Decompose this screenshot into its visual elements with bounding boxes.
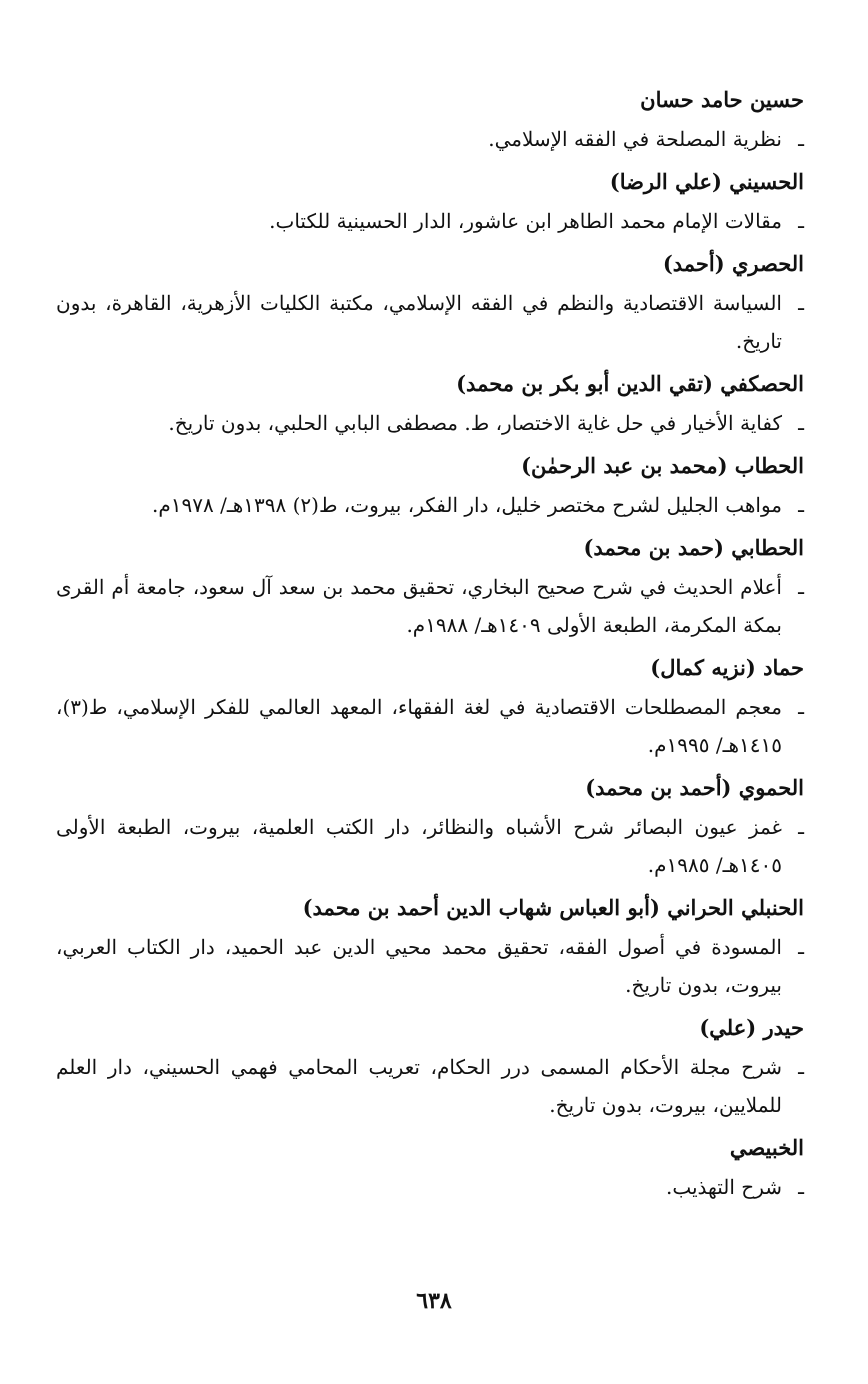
author-name: الحصكفي (تقي الدين أبو بكر بن محمد) xyxy=(456,371,804,396)
list-dash: ـ xyxy=(798,935,804,959)
work-text: شرح التهذيب. xyxy=(665,1175,782,1199)
list-dash: ـ xyxy=(798,695,805,719)
author-name: حماد (نزيه كمال) xyxy=(650,655,804,680)
author-name: الحنبلي الحراني (أبو العباس شهاب الدين أحمد بن محمد) xyxy=(302,895,804,920)
work-citation xyxy=(56,404,804,442)
list-dash: ـ xyxy=(798,1055,804,1079)
bibliography-entry xyxy=(56,648,804,764)
list-dash: ـ xyxy=(798,209,804,233)
author-name: حيدر (علي) xyxy=(699,1015,804,1040)
page-number: ٦٣٨ xyxy=(416,1288,452,1314)
author-name: الحطابي (حمد بن محمد) xyxy=(583,535,804,560)
work-citation xyxy=(56,928,804,1004)
bibliography-entry xyxy=(56,244,804,360)
work-citation xyxy=(56,486,804,524)
bibliography-entry xyxy=(56,528,804,644)
work-citation xyxy=(56,568,804,644)
list-dash: ـ xyxy=(798,493,804,517)
list-dash: ـ xyxy=(798,127,804,151)
work-text: مقالات الإمام محمد الطاهر ابن عاشور، الدار الحسينية للكتاب. xyxy=(269,209,782,233)
list-dash: ـ xyxy=(798,411,804,435)
bibliography-entry xyxy=(56,364,804,442)
bibliography-entry xyxy=(56,1128,804,1206)
list-dash: ـ xyxy=(798,815,804,839)
bibliography-entry xyxy=(56,162,804,240)
bibliography-entry xyxy=(56,888,804,1004)
work-citation xyxy=(56,688,804,764)
work-text: كفاية الأخيار في حل غاية الاختصار، ط. مصطفى البابي الحلبي، بدون تاريخ. xyxy=(168,411,782,435)
work-text: نظرية المصلحة في الفقه الإسلامي. xyxy=(488,127,782,151)
work-citation xyxy=(56,120,804,158)
bibliography-entries xyxy=(56,80,804,1210)
work-text: مواهب الجليل لشرح مختصر خليل، دار الفكر، بيروت، ط(٢) ١٣٩٨هـ/ ١٩٧٨م. xyxy=(152,493,782,517)
work-citation xyxy=(56,202,804,240)
work-text: شرح مجلة الأحكام المسمى درر الحكام، تعريب المحامي فهمي الحسيني، دار العلم للملايين، بيروت، بدون تاريخ. xyxy=(56,1055,782,1117)
work-text: غمز عيون البصائر شرح الأشباه والنظائر، دار الكتب العلمية، بيروت، الطبعة الأولى ١٤٠٥هـ/ ١٩٨٥م. xyxy=(56,815,782,877)
list-dash: ـ xyxy=(798,1175,804,1199)
bibliography-entry xyxy=(56,768,804,884)
work-citation xyxy=(56,1168,804,1206)
author-name: الخبيصي xyxy=(729,1135,804,1160)
list-dash: ـ xyxy=(798,575,804,599)
work-text: المسودة في أصول الفقه، تحقيق محمد محيي الدين عبد الحميد، دار الكتاب العربي، بيروت، بدون تاريخ. xyxy=(56,935,782,997)
list-dash: ـ xyxy=(798,291,804,315)
work-citation xyxy=(56,808,804,884)
author-name: الحطاب (محمد بن عبد الرحمٰن) xyxy=(521,453,804,478)
author-name: الحسيني (علي الرضا) xyxy=(609,169,804,194)
author-name: الحصري (أحمد) xyxy=(662,251,804,276)
work-text: معجم المصطلحات الاقتصادية في لغة الفقهاء، المعهد العالمي للفكر الإسلامي، ط(٣)، ١٤١٥هـ/ ١٩٩٥م. xyxy=(56,695,783,757)
author-name: حسين حامد حسان xyxy=(640,87,804,112)
bibliography-entry xyxy=(56,80,804,158)
bibliography-entry xyxy=(56,1008,804,1124)
work-citation xyxy=(56,284,804,360)
author-name: الحموي (أحمد بن محمد) xyxy=(585,775,804,800)
work-text: السياسة الاقتصادية والنظم في الفقه الإسلامي، مكتبة الكليات الأزهرية، القاهرة، بدون تاريخ. xyxy=(56,291,782,353)
work-text: أعلام الحديث في شرح صحيح البخاري، تحقيق محمد بن سعد آل سعود، جامعة أم القرى بمكة المكرمة، الطبعة الأولى ١٤٠٩هـ/ ١٩٨٨م. xyxy=(56,575,782,637)
bibliography-entry xyxy=(56,446,804,524)
work-citation xyxy=(56,1048,804,1124)
